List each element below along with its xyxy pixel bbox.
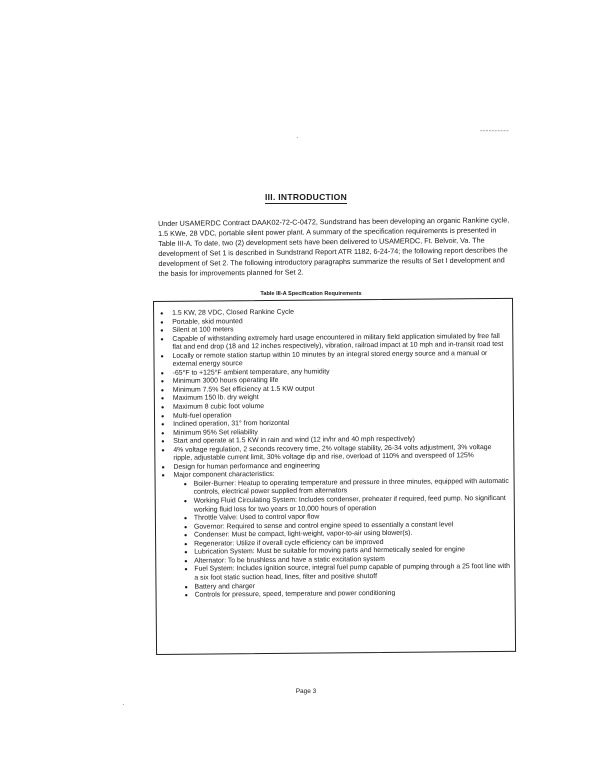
sub-list-item: ● Condenser: Must be compact, light-weight, vapor-to-air using blower(s). (184, 529, 510, 540)
list-item: ● Locally or remote station startup within 10 minutes by an integral stored energy source and a manual or external energy source (160, 350, 508, 370)
components-list (174, 478, 511, 601)
sub-list-item: ● Governor: Required to sense and control engine speed to essentially a constant level (184, 521, 510, 532)
list-item: ● Inclined operation, 31° from horizontal (161, 418, 509, 430)
sub-list-item: ● Lubrication System: Must be suitable for moving parts and hermetically sealed for engine (184, 546, 510, 557)
list-item: ● 4% voltage regulation, 2 seconds recovery time, 2% voltage stability, 26-34 volts adjustment, 3% voltage ripple, adjustable current limit, 30% voltage dip and rise, overload of 110% and overspeed of 125% (161, 444, 509, 464)
list-item-components (161, 469, 510, 600)
list-item: ● Minimum 95% Set reliability (161, 427, 509, 439)
list-item: ● Capable of withstanding extremely hard usage encountered in military field application simulated by free fall flat and end drop (18 and 12 inches respectively), vibration, railroad impact at 10 mph and in-transit road test (160, 333, 508, 353)
list-item: ● Maximum 8 cubic foot volume (161, 401, 509, 413)
list-item: ● Silent at 100 meters (160, 324, 508, 336)
page-number: Page 3 (295, 688, 317, 695)
list-item: ● Portable, skid mounted (160, 315, 508, 327)
list-item: ● Design for human performance and engineering (161, 461, 509, 473)
scan-speck: · (296, 133, 299, 142)
list-item: ● Maximum 150 lb. dry weight (161, 392, 509, 404)
intro-paragraph: Under USAMERDC Contract DAAK02-72-C-0472, Sundstrand has been developing an organic Rankine cycle, 1.5 KWe, 28 VDC, portable silent power plant. A summary of the specification requirements is presented in Table III-A. To date, two (2) development sets have been delivered to USAMERDC, Ft. Belvoir, Va. The development of Set 1 is described in Sundstrand Report ATR 1182, 6-24-74; the following report describes the development of Set 2. The following introductory paragraphs summarize the results of Set I development and the basis for improvements planned for Set 2. (158, 215, 510, 279)
sub-list-item: ● Boiler-Burner: Heatup to operating temperature and pressure in three minutes, equipped with automatic controls, electrical power supplied from alternators (184, 478, 510, 498)
section-title: III. INTRODUCTION (264, 192, 348, 202)
table-caption: Table III-A Specification Requirements (260, 291, 362, 297)
sub-list-item: ● Battery and charger (184, 580, 510, 591)
specification-table (153, 298, 516, 655)
list-item: ● Minimum 7.5% Set efficiency at 1.5 KW output (161, 384, 509, 396)
sub-list-item: ● Controls for pressure, speed, temperature and power conditioning (185, 589, 511, 600)
sub-list-item: ● Fuel System: Includes ignition source, integral fuel pump capable of pumping through a 25 foot line with a six foot static suction head, lines, filter and positive shutoff (184, 563, 510, 583)
sub-list-item: ● Alternator: To be brushless and have a static excitation system (184, 555, 510, 566)
list-item: ● Multi-fuel operation (161, 409, 509, 421)
scan-speck: · (122, 700, 125, 709)
list-item: ● Minimum 3000 hours operating life (161, 375, 509, 387)
list-item: ● Start and operate at 1.5 KW in rain and wind (12 in/hr and 40 mph respectively) (161, 435, 509, 447)
requirements-list (160, 307, 511, 601)
sub-list-item: ● Working Fluid Circulating System: Includes condenser, preheater if required, feed pump. No significant working fluid loss for two years or 10,000 hours of operation (184, 495, 510, 515)
scan-mark: - - - - - - - - - - (480, 126, 508, 135)
list-item-label: Major component characteristics: (173, 471, 275, 480)
list-item: ● -65°F to +125°F ambient temperature, any humidity (161, 367, 509, 379)
sub-list-item: ● Throttle Valve: Used to control vapor flow (184, 512, 510, 523)
list-item: ● 1.5 KW, 28 VDC, Closed Rankine Cycle (160, 307, 508, 319)
sub-list-item: ● Regenerator: Utilize if overall cycle efficiency can be improved (184, 538, 510, 549)
